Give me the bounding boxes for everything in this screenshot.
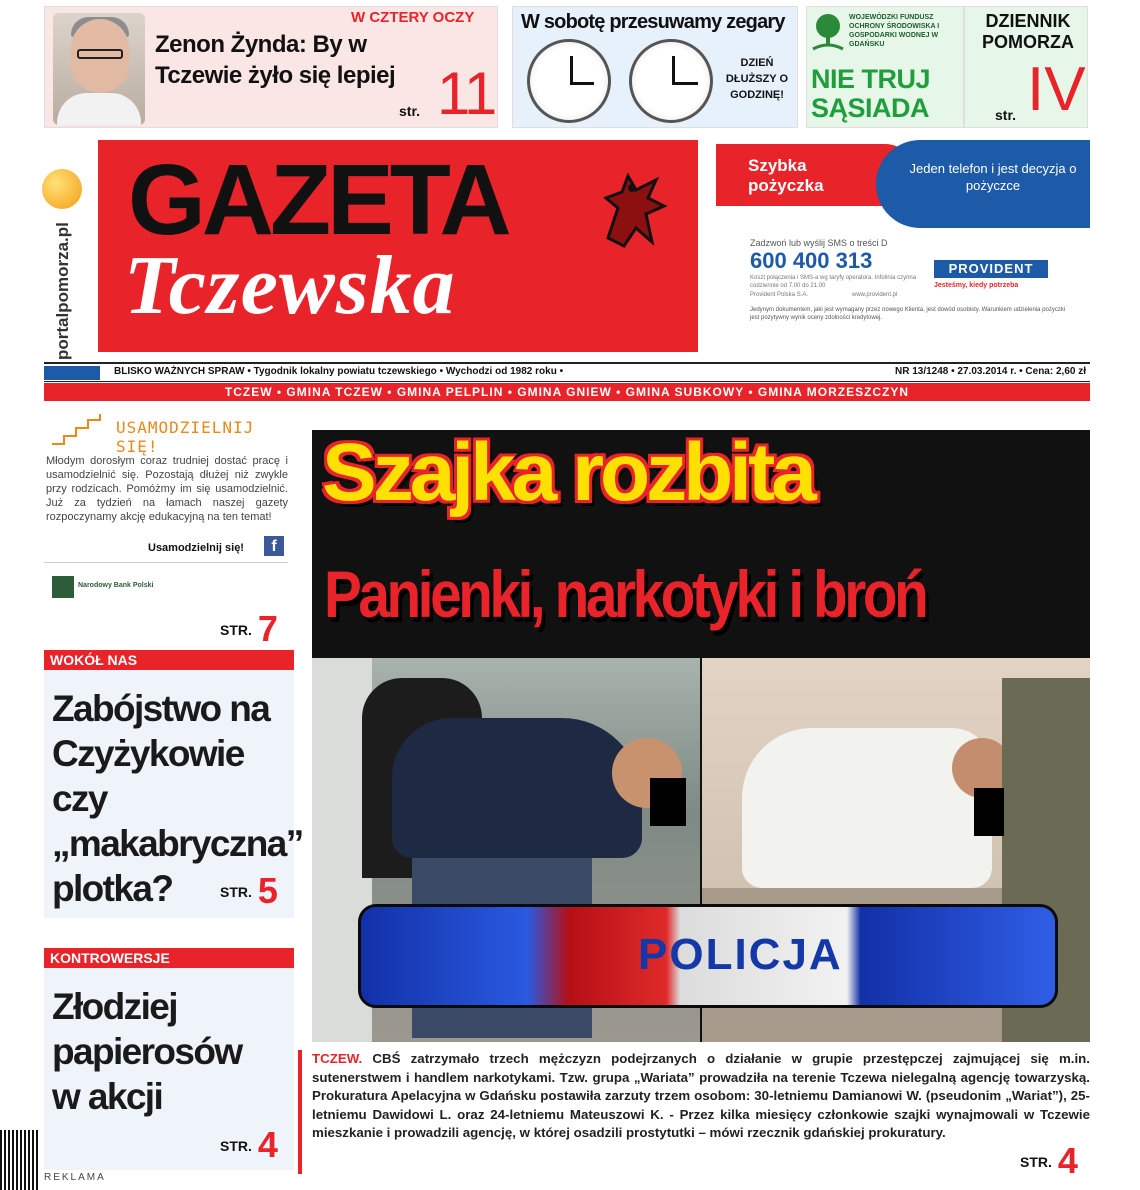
str-label: STR.	[220, 622, 252, 638]
masthead-gazeta: GAZETA	[128, 144, 508, 256]
teaser-interview[interactable]	[44, 6, 498, 128]
side1-page-ref[interactable]	[220, 870, 278, 912]
portal-logo[interactable]	[42, 145, 88, 360]
police-text: POLICJA	[638, 930, 843, 979]
teaser-dziennik[interactable]	[964, 6, 1088, 128]
str-label: STR.	[220, 884, 252, 900]
fund-title: NIE TRUJ SĄSIADA	[811, 64, 931, 123]
side-headline: Zabójstwo na Czyżykowie czy „makabryczna” plotka?	[52, 688, 303, 909]
face-blur	[650, 778, 686, 826]
promo-sponsor: Narodowy Bank Polski	[78, 582, 154, 589]
masthead-tczewska: Tczewska	[124, 239, 456, 332]
lead-tag: TCZEW.	[312, 1051, 363, 1066]
teaser-fund[interactable]	[806, 6, 964, 128]
dziennik-mini-logo-icon	[44, 366, 100, 380]
ad-site: www.provident.pl	[852, 292, 898, 298]
promo-body: Młodym dorosłym coraz trudniej dostać pracę i usamodzielnić się. Pozostają dłużej niż zwykle przy rodzicach. Pomóżmy im się usamodzielnić. Już za tydzień na łamach naszej gazety rozpoczynamy akcję edukacyjną na ten temat!	[46, 455, 288, 523]
main-photo[interactable]	[312, 430, 1090, 1042]
griffin-emblem-icon	[598, 168, 672, 252]
portal-name: portalpomorza.pl	[53, 222, 72, 360]
ad-phone: 600 400 313	[750, 248, 873, 273]
ad-pill-right: Jeden telefon i jest decyzja o pożyczce	[909, 161, 1077, 193]
promo-box[interactable]	[44, 404, 294, 649]
section-label: WOKÓŁ NAS	[44, 650, 294, 670]
promo-title: USAMODZIELNIJ SIĘ!	[116, 418, 255, 456]
interview-kicker: W CZTERY OCZY	[351, 9, 475, 26]
dziennik-page: IV	[1027, 55, 1086, 124]
page-number: 4	[257, 1124, 278, 1165]
face-blur	[974, 788, 1004, 836]
dziennik-str: str.	[995, 107, 1017, 123]
facebook-icon[interactable]: f	[264, 536, 284, 556]
ad-brand: PROVIDENT	[934, 260, 1048, 278]
main-subhead: Panienki, narkotyki i broń	[324, 557, 926, 631]
ad-tagline: Jesteśmy, kiedy potrzeba	[934, 282, 1019, 289]
stairs-icon	[50, 412, 110, 446]
main-headline: Szajka rozbita	[322, 430, 813, 518]
masthead[interactable]	[98, 140, 698, 352]
clock-title: W sobotę przesuwamy zegary	[521, 11, 785, 33]
interview-title: Zenon Żynda: By w Tczewie żyło się lepiej	[155, 31, 396, 89]
issue-ribbon	[44, 362, 1090, 382]
teaser-clock[interactable]	[512, 6, 798, 128]
page-number: 4	[1057, 1140, 1078, 1181]
section-label: KONTROWERSJE	[44, 948, 294, 968]
tree-logo-icon	[811, 13, 845, 53]
page-number: 5	[257, 870, 278, 911]
promo-tag: Usamodzielnij się!	[148, 542, 244, 554]
clock-note: DZIEŃ DŁUŻSZY O GODZINĘ!	[725, 57, 789, 101]
barcode-icon	[0, 1130, 40, 1190]
ribbon-right: NR 13/1248 • 27.03.2014 r. • Cena: 2,60 zł	[894, 366, 1086, 377]
portrait-photo	[53, 13, 145, 125]
fund-org: WOJEWÓDZKI FUNDUSZ OCHRONY ŚRODOWISKA I GOSPODARKI WODNEJ W GDAŃSKU	[849, 14, 940, 48]
main-lead[interactable]	[312, 1050, 1090, 1143]
interview-page: 11	[437, 60, 496, 127]
clock-icon	[527, 39, 611, 123]
ad-phone-note: Koszt połączenia i SMS-a wg taryfy operatora. Infolinia czynna codziennie od 7.00 do 21.00	[750, 275, 917, 289]
page-number: 7	[257, 608, 278, 649]
ribbon-left: BLISKO WAŻNYCH SPRAW • Tygodnik lokalny powiatu tczewskiego • Wychodzi od 1982 roku •	[114, 366, 564, 377]
str-label: STR.	[220, 1138, 252, 1154]
provident-ad[interactable]	[716, 140, 1090, 354]
lead-text: CBŚ zatrzymało trzech mężczyzn podejrzanych o działanie w grupie przestępczej zajmującej się m.in. sutenerstwem i handlem narkotykami. Tzw. grupa „Wariata” prowadziła na terenie Tczewa nielegalną agencję towarzyską. Prokuratura Apelacyjna w Gdańsku postawiła zarzuty trzem osobom: 30-letniemu Damianowi W. (pseudonim „Wariat”), 25-letniemu Dawidowi L. oraz 24-letniemu Mateuszowi K. - Przez kilka miesięcy członkowie szajki wynajmowali w Tczewie mieszkanie i prowadzili agencję, w której osadzili prostytutki – mówi rzecznik gdańskiej prokuratury.	[312, 1051, 1090, 1140]
side-story-2[interactable]	[44, 948, 294, 1170]
ad-phone-intro: Zadzwoń lub wyślij SMS o treści D	[750, 238, 888, 248]
main-page-ref[interactable]	[1020, 1140, 1078, 1182]
clock-icon	[629, 39, 713, 123]
ad-fineprint: Jedynym dokumentem, jaki jest wymagany przez nowego Klienta, jest dowód osobisty. Warunkiem udzielenia pożyczki jest pozytywny wynik oceny zdolności kredytowej.	[750, 307, 1066, 321]
lead-rule	[298, 1050, 302, 1174]
str-label: STR.	[1020, 1154, 1052, 1170]
nbp-logo-icon	[52, 576, 74, 598]
promo-page-ref[interactable]	[220, 608, 278, 650]
side2-page-ref[interactable]	[220, 1124, 278, 1166]
dziennik-title: DZIENNIK POMORZA	[982, 11, 1074, 52]
side-story-1[interactable]	[44, 650, 303, 918]
interview-str: str.	[399, 103, 421, 119]
ad-pill-left: Szybka pożyczka	[748, 156, 824, 195]
gminy-bar: TCZEW • GMINA TCZEW • GMINA PELPLIN • GMINA GNIEW • GMINA SUBKOWY • GMINA MORZESZCZYN	[44, 383, 1090, 401]
reklama-label: REKLAMA	[44, 1172, 106, 1183]
ad-company: Provident Polska S.A.	[750, 292, 809, 298]
side-headline: Złodziej papierosów w akcji	[52, 986, 242, 1117]
